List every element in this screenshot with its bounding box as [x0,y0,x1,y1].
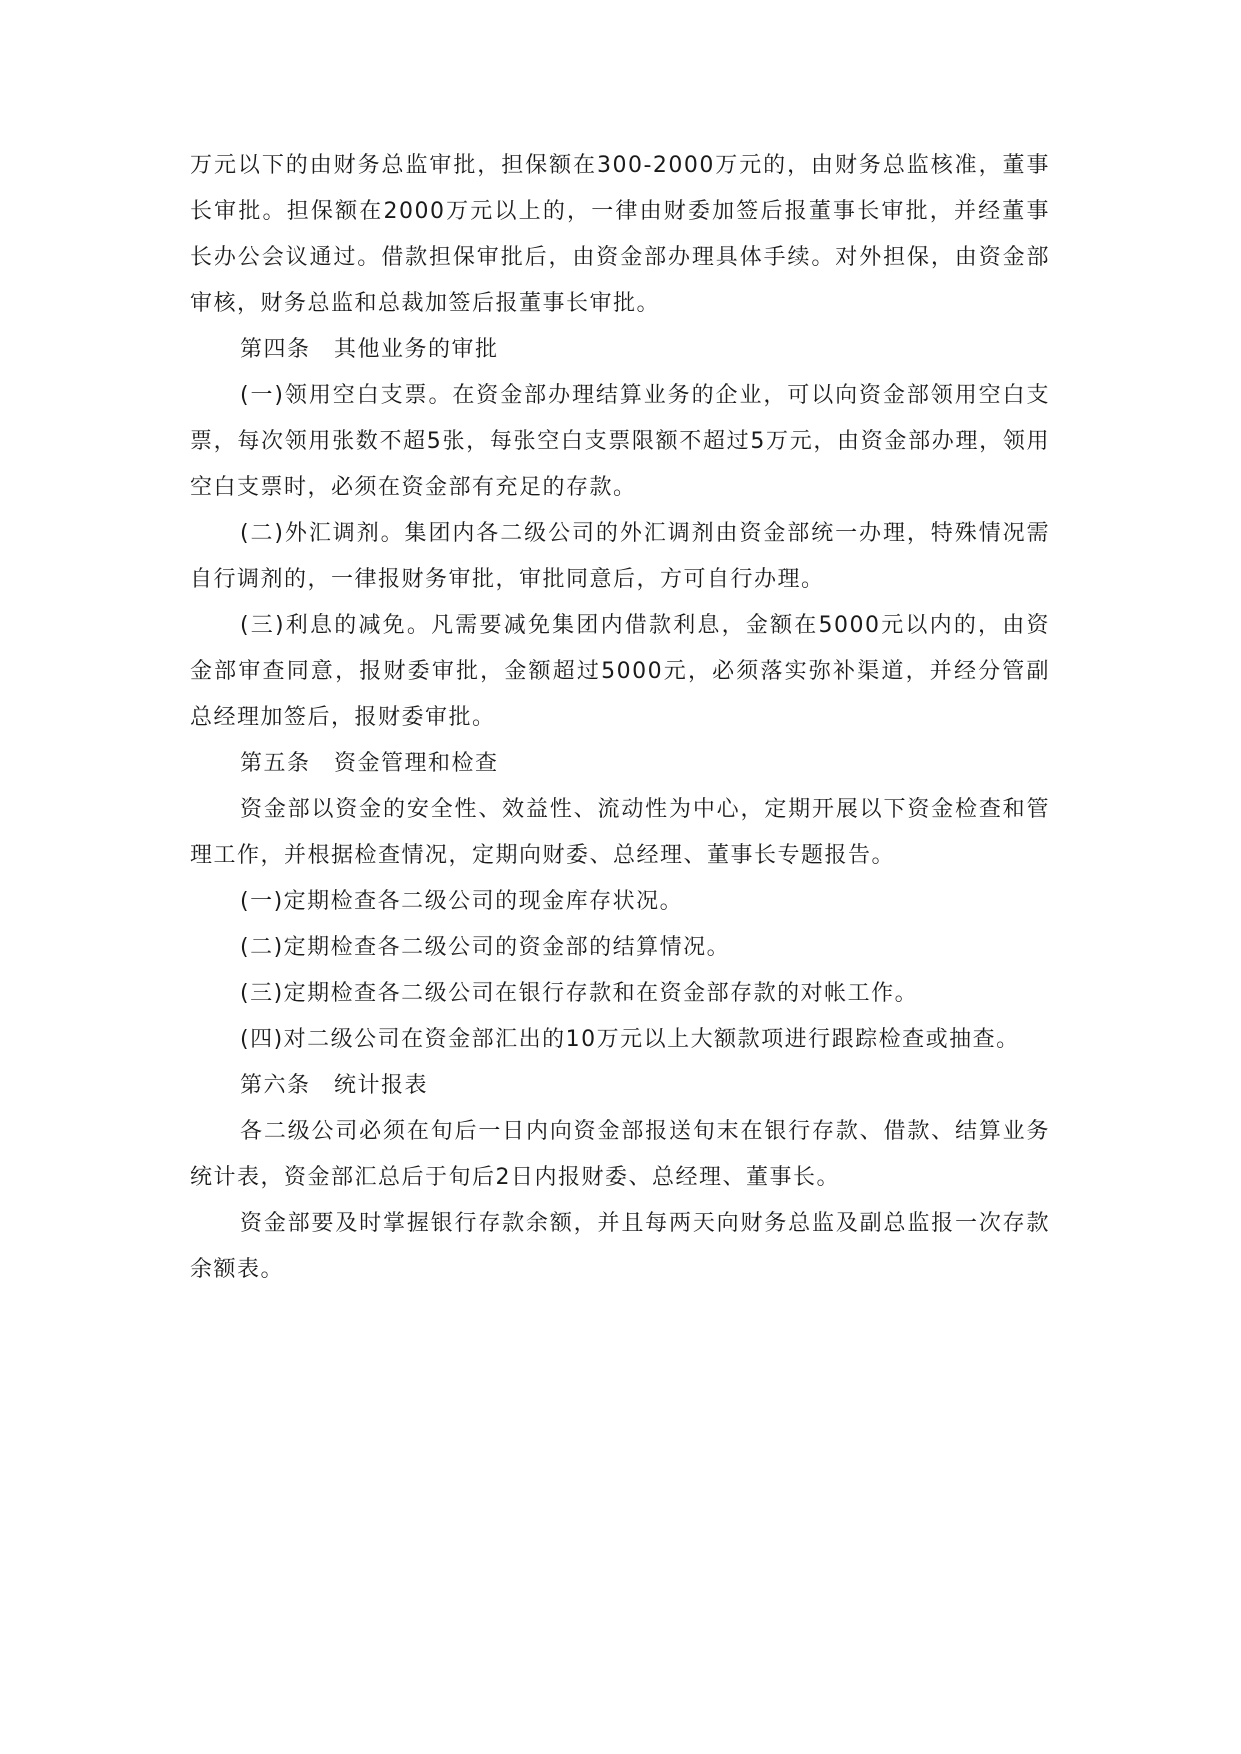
article-6-heading: 第六条 统计报表 [240,1073,429,1098]
list-item-settlement-check: (二)定期检查各二级公司的资金部的结算情况。 [240,935,731,960]
paragraph-blank-cheque: (一)领用空白支票。在资金部办理结算业务的企业，可以向资金部领用空白支票，每次领用张数不超5张，每张空白支票限额不超过5万元，由资金部办理，领用空白支票时，必须在资金部有充足的存款。 [190,383,1050,500]
article-5-heading: 第五条 资金管理和检查 [240,751,499,776]
list-item-large-remittance: (四)对二级公司在资金部汇出的10万元以上大额款项进行跟踪检查或抽查。 [240,1027,1020,1052]
paragraph-fund-management: 资金部以资金的安全性、效益性、流动性为中心，定期开展以下资金检查和管理工作，并根据检查情况，定期向财委、总经理、董事长专题报告。 [190,797,1050,868]
paragraph-forex-adjustment: (二)外汇调剂。集团内各二级公司的外汇调剂由资金部统一办理，特殊情况需自行调剂的，一律报财务审批，审批同意后，方可自行办理。 [190,521,1050,592]
paragraph-guarantee-approval: 万元以下的由财务总监审批，担保额在300-2000万元的，由财务总监核准，董事长审批。担保额在2000万元以上的，一律由财委加签后报董事长审批，并经董事长办公会议通过。借款担保审批后，由资金部办理具体手续。对外担保，由资金部审核，财务总监和总裁加签后报董事长审批。 [190,153,1050,316]
list-item-cash-inventory: (一)定期检查各二级公司的现金库存状况。 [240,889,684,914]
paragraph-deposit-balance: 资金部要及时掌握银行存款余额，并且每两天向财务总监及副总监报一次存款余额表。 [190,1211,1050,1282]
list-item-reconciliation: (三)定期检查各二级公司在银行存款和在资金部存款的对帐工作。 [240,981,919,1006]
paragraph-interest-waiver: (三)利息的减免。凡需要减免集团内借款利息，金额在5000元以内的，由资金部审查同意，报财委审批，金额超过5000元，必须落实弥补渠道，并经分管副总经理加签后，报财委审批。 [190,613,1050,730]
paragraph-statistical-reports: 各二级公司必须在旬后一日内向资金部报送旬末在银行存款、借款、结算业务统计表，资金部汇总后于旬后2日内报财委、总经理、董事长。 [190,1119,1050,1190]
document-body [190,143,1050,1293]
article-4-heading: 第四条 其他业务的审批 [240,337,499,362]
